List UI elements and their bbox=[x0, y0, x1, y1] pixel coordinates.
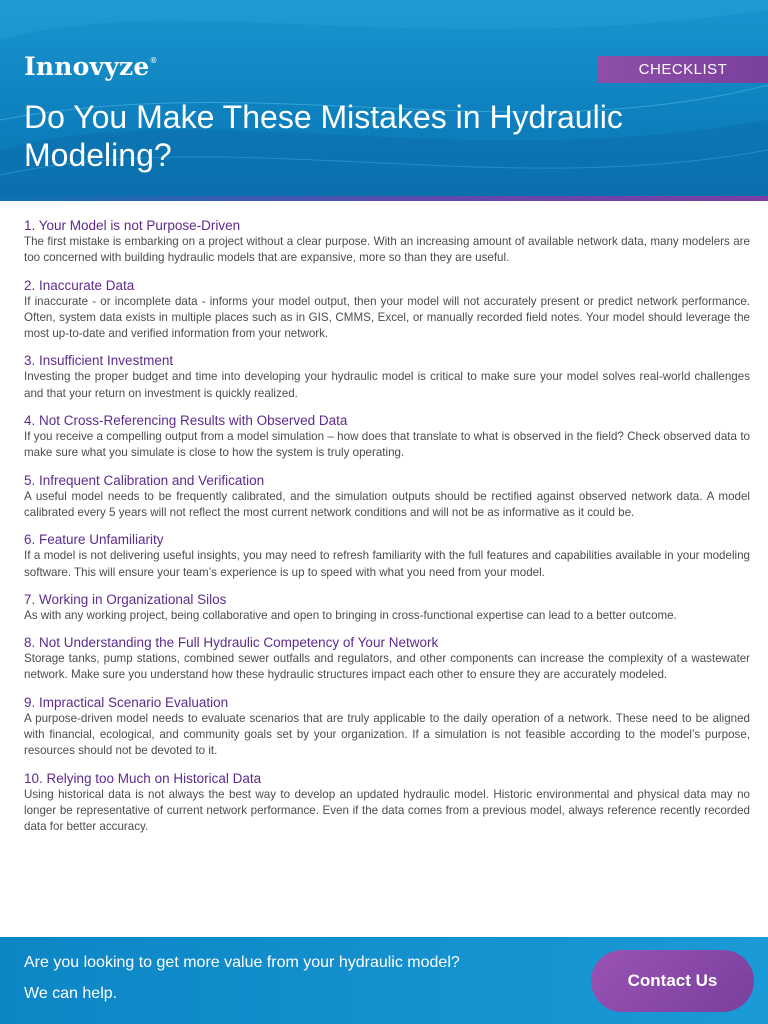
item-body: Using historical data is not always the best way to develop an updated hydraulic model. Historic environmental and physical data may no longer be representative of current network performance. Even if the data comes from a previous model, always reference recently recorded data for better accuracy. bbox=[24, 787, 750, 834]
item-heading: 4. Not Cross-Referencing Results with Observed Data bbox=[24, 413, 348, 429]
item-body: Investing the proper budget and time into developing your hydraulic model is critical to make sure your model solves real-world challenges and that your return on investment is quickly realized. bbox=[24, 370, 750, 400]
header-divider bbox=[0, 196, 768, 201]
checklist-item-1 bbox=[24, 218, 750, 267]
checklist-item-10 bbox=[24, 771, 750, 836]
checklist-item-2 bbox=[24, 278, 750, 343]
checklist-content bbox=[24, 218, 750, 847]
checklist-item-4 bbox=[24, 413, 750, 462]
checklist-item-5 bbox=[24, 473, 750, 522]
page-title: Do You Make These Mistakes in Hydraulic Modeling? bbox=[24, 99, 623, 173]
item-heading: 8. Not Understanding the Full Hydraulic Competency of Your Network bbox=[24, 635, 439, 651]
checklist-badge: CHECKLIST bbox=[598, 56, 768, 83]
checklist-item-7 bbox=[24, 592, 750, 624]
item-heading: 9. Impractical Scenario Evaluation bbox=[24, 694, 229, 710]
checklist-item-9 bbox=[24, 695, 750, 760]
item-heading: 2. Inaccurate Data bbox=[24, 277, 135, 293]
item-body: Storage tanks, pump stations, combined sewer outfalls and regulators, and other components can increase the complexity of a wastewater network. Make sure you understand how these hydraulic structures impact each other to ensure they are accurately modeled. bbox=[24, 652, 750, 682]
item-heading: 1. Your Model is not Purpose-Driven bbox=[24, 218, 241, 233]
checklist-item-6 bbox=[24, 532, 750, 581]
item-body: If you receive a compelling output from a model simulation – how does that translate to what is observed in the field? Check observed data to make sure what you simulate is close to how the system is truly operating. bbox=[24, 430, 750, 460]
checklist-item-3 bbox=[24, 353, 750, 402]
item-heading: 5. Infrequent Calibration and Verification bbox=[24, 472, 265, 488]
item-body: A useful model needs to be frequently calibrated, and the simulation outputs should be rectified against observed network data. A model calibrated every 5 years will not reflect the most current network conditions and will not be as informative as it could be. bbox=[24, 489, 750, 519]
contact-us-button[interactable]: Contact Us bbox=[591, 950, 754, 1012]
item-body: As with any working project, being collaborative and open to bringing in cross-functional expertise can lead to a better outcome. bbox=[24, 608, 677, 622]
footer-tagline: We can help. bbox=[24, 985, 118, 1002]
checklist-item-8 bbox=[24, 635, 750, 684]
item-heading: 10. Relying too Much on Historical Data bbox=[24, 770, 262, 786]
item-body: A purpose-driven model needs to evaluate scenarios that are truly applicable to the daily operation of a network. These need to be aligned with financial, ecological, and community goals set by your organization. If a simulation is not feasible according to the model’s purpose, resources should not be devoted to it. bbox=[24, 711, 750, 758]
footer-question: Are you looking to get more value from your hydraulic model? bbox=[24, 954, 460, 971]
item-heading: 7. Working in Organizational Silos bbox=[24, 591, 227, 607]
item-body: If inaccurate - or incomplete data - informs your model output, then your model will not accurately present or predict network performance. Often, system data exists in multiple places such as in GIS, CMMS, Excel, or manually recorded field notes. Your model should leverage the most up-to-date and verified information from your network. bbox=[24, 294, 750, 341]
header-banner bbox=[0, 0, 768, 196]
item-body: If a model is not delivering useful insights, you may need to refresh familiarity with the full features and capabilities available in your modeling software. This will ensure your team’s experience is up to speed with what you need from your model. bbox=[24, 549, 750, 579]
item-body: The first mistake is embarking on a project without a clear purpose. With an increasing amount of available network data, many modelers are too concerned with building hydraulic models that are expansive, more so than they are useful. bbox=[24, 235, 750, 265]
item-heading: 3. Insufficient Investment bbox=[24, 353, 174, 369]
innovyze-logo: Innovyze® bbox=[24, 52, 158, 81]
footer-banner bbox=[0, 937, 768, 1024]
item-heading: 6. Feature Unfamiliarity bbox=[24, 532, 164, 548]
